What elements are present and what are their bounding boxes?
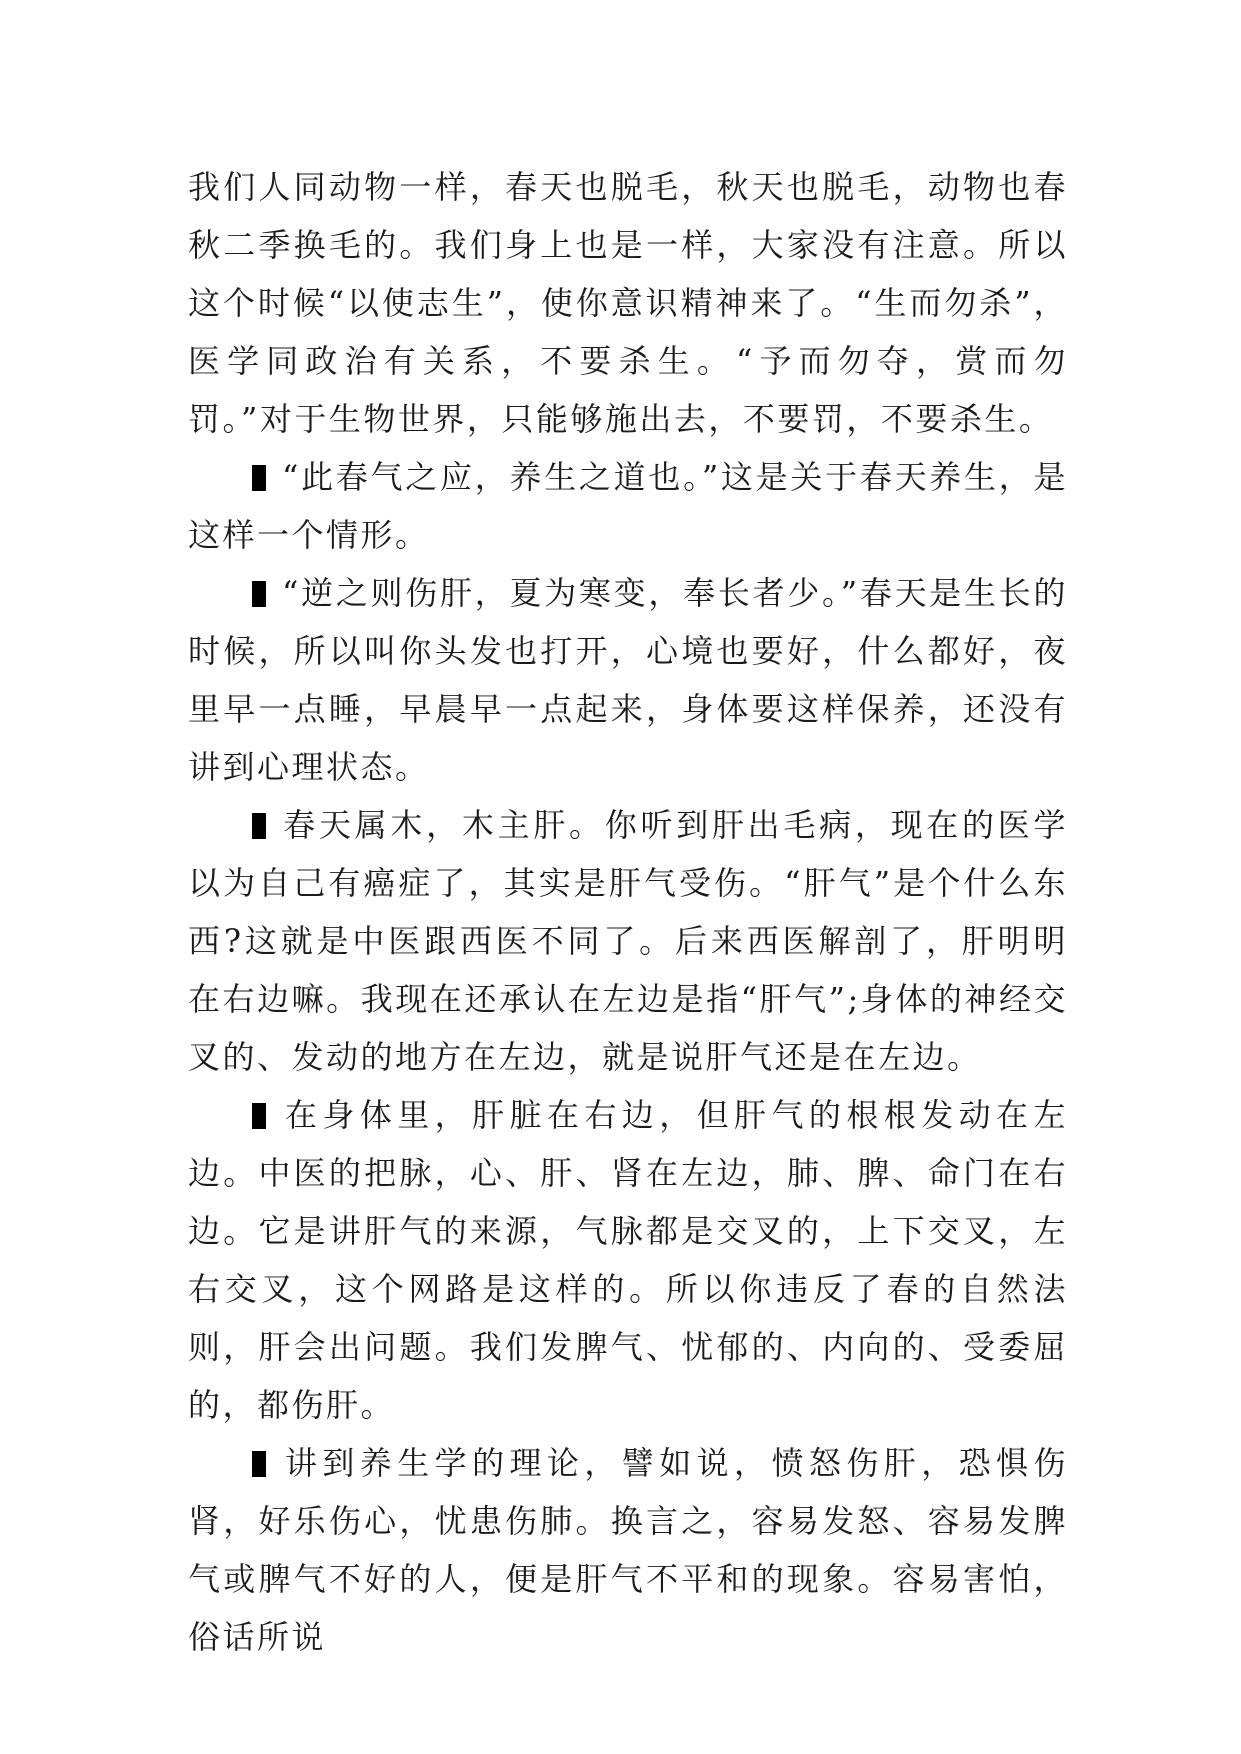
paragraph-6 (188, 1434, 1068, 1666)
text-body (188, 158, 1068, 1666)
paragraph-text: “此春气之应，养生之道也。”这是关于春天养生，是这样一个情形。 (188, 458, 1068, 554)
paragraph-text: 我们人同动物一样，春天也脱毛，秋天也脱毛，动物也春秋二季换毛的。我们身上也是一样，大家没有注意。所以这个时候“以使志生”，使你意识精神来了。“生而勿杀”，医学同政治有关系，不要杀生。“予而勿夺，赏而勿罚。”对于生物世界，只能够施出去，不要罚，不要杀生。 (188, 168, 1068, 438)
paragraph-1 (188, 158, 1068, 448)
paragraph-text: 在身体里，肝脏在右边，但肝气的根根发动在左边。中医的把脉，心、肝、肾在左边，肺、脾、命门在右边。它是讲肝气的来源，气脉都是交叉的，上下交叉，左右交叉，这个网路是这样的。所以你违反了春的自然法则，肝会出问题。我们发脾气、忧郁的、内向的、受委屈的，都伤肝。 (188, 1096, 1068, 1424)
paragraph-text: “逆之则伤肝，夏为寒变，奉长者少。”春天是生长的时候，所以叫你头发也打开，心境也要好，什么都好，夜里早一点睡，早晨早一点起来，身体要这样保养，还没有讲到心理状态。 (188, 574, 1068, 786)
paragraph-text: 春天属木，木主肝。你听到肝出毛病，现在的医学以为自己有癌症了，其实是肝气受伤。“肝气”是个什么东西?这就是中医跟西医不同了。后来西医解剖了，肝明明在右边嘛。我现在还承认在左边是指“肝气”;身体的神经交叉的、发动的地方在左边，就是说肝气还是在左边。 (188, 806, 1068, 1076)
paragraph-marker-icon (252, 813, 266, 839)
paragraph-marker-icon (252, 1451, 266, 1477)
paragraph-marker-icon (252, 465, 266, 491)
paragraph-marker-icon (252, 1103, 266, 1129)
paragraph-marker-icon (252, 581, 266, 607)
paragraph-5 (188, 1086, 1068, 1434)
paragraph-4 (188, 796, 1068, 1086)
paragraph-text: 讲到养生学的理论，譬如说，愤怒伤肝，恐惧伤肾，好乐伤心，忧患伤肺。换言之，容易发怒、容易发脾气或脾气不好的人，便是肝气不平和的现象。容易害怕，俗话所说 (188, 1444, 1068, 1656)
paragraph-3 (188, 564, 1068, 796)
paragraph-2 (188, 448, 1068, 564)
